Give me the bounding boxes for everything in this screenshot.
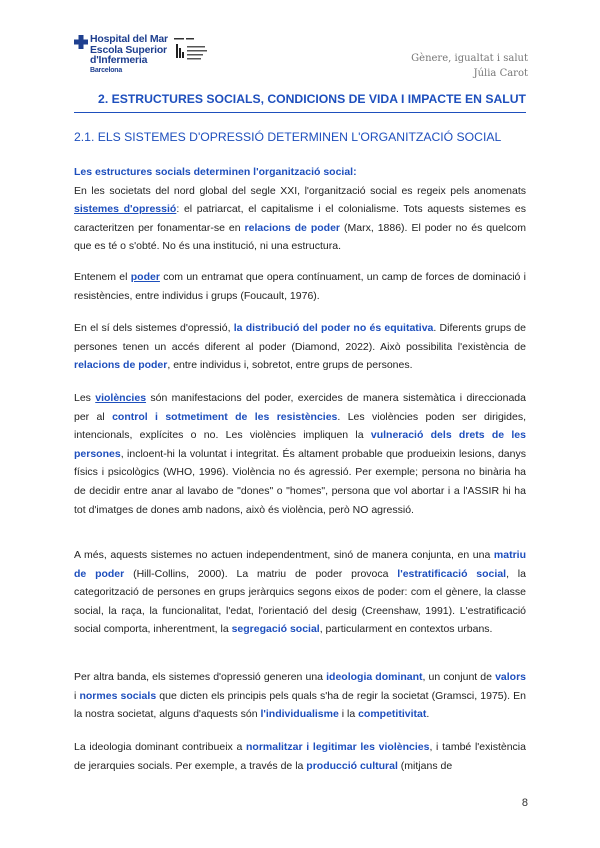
text: . Les violències poden ser dirigides, intencionals, explícites o no. Les violències impliquen la: [74, 410, 526, 442]
text: En el sí dels sistemes d'opressió,: [74, 322, 234, 334]
text: , particularment en contextos urbans.: [319, 623, 493, 636]
text: , un conjunt de: [422, 671, 496, 683]
logo-line-3: d'Infermeria: [90, 54, 148, 66]
paragraph-subtitle: Les estructures socials determinen l'organització social:: [74, 166, 357, 178]
paragraph-2: [74, 268, 526, 305]
logo-line-2: Escola Superior: [90, 43, 167, 56]
logo-line-1: Hospital del Mar: [90, 33, 168, 45]
logo-text: [90, 34, 168, 75]
text: (Hill-Collins, 2000). La matriu de poder provoca: [124, 567, 398, 580]
cross-logo-icon: [74, 35, 88, 49]
keyword: segregació social: [231, 623, 320, 636]
text: (Marx, 1886). El poder no és quelcom que es té o s'obté. No és una institució, ni una estructura.: [74, 221, 526, 253]
text: que dicten els principis pels quals s'ha de regir la societat (Gramsci, 1975). En la nostra societat, alguns d'aquests són: [74, 689, 527, 721]
subsection-heading: 2.1. ELS SISTEMES D'OPRESSIÓ DETERMINEN L'ORGANITZACIÓ SOCIAL: [74, 130, 502, 144]
text: , i també l'existència de jerarquies socials. Per exemple, a través de la: [74, 741, 526, 772]
paragraph-1: [74, 163, 526, 256]
header-course-title: Gènere, igualtat i salut: [411, 53, 528, 64]
keyword: control i sotmetiment de les resistències: [112, 410, 338, 423]
keyword: vulneració dels drets de les persones: [74, 429, 526, 460]
heading-divider: [74, 112, 526, 113]
keyword: matriu de poder: [74, 549, 526, 580]
running-header: [411, 51, 528, 81]
keyword: relacions de poder: [244, 221, 341, 234]
keyword: l'estratificació social: [397, 567, 507, 580]
page-number: 8: [521, 797, 528, 809]
text: Per altra banda, els sistemes d'opressió generen una: [74, 671, 327, 683]
keyword-link[interactable]: poder: [130, 271, 160, 283]
keyword: relacions de poder: [74, 359, 168, 372]
keyword-link[interactable]: violències: [95, 392, 147, 404]
university-logo-icon: [174, 36, 214, 66]
text: i la: [338, 708, 359, 721]
keyword: valors: [495, 671, 527, 683]
text: Entenem el: [74, 271, 131, 283]
keyword: competitivitat: [358, 708, 427, 721]
keyword: l'individualisme: [260, 708, 339, 721]
text: Les: [74, 392, 96, 404]
keyword: ideologia dominant: [326, 671, 423, 683]
paragraph-7: [74, 738, 526, 775]
keyword: producció cultural: [306, 759, 398, 772]
paragraph-6: [74, 668, 526, 724]
text: : el patriarcat, el capitalisme i el colonialisme. Tots aquests sistemes es caracteritzen per fonamentar-se en: [74, 203, 526, 234]
text: En les societats del nord global del segle XXI, l'organització social es regeix pels anomenats: [74, 184, 526, 197]
text: (mitjans de: [397, 759, 453, 772]
text: com un entramat que opera contínuament, un camp de forces de dominació i resistències, entre individus i grups (Foucault, 1976).: [74, 271, 526, 302]
section-heading: 2. ESTRUCTURES SOCIALS, CONDICIONS DE VIDA I IMPACTE EN SALUT: [98, 92, 526, 106]
paragraph-3: [74, 319, 526, 375]
keyword: normalitzar i legitimar les violències: [246, 741, 430, 753]
text: , incloent-hi la voluntat i integritat. És altament probable que produeixin lesions, danys físics i psicològics (WHO, 1996). Violència no és agressió. Per exemple; persona no binària ha de decidir entre anar al lavabo de "dones" o "homes", persona que vol abortar i a l'ASSIR hi ha tot d'imatges de dones amb nadons, això és violència, però NO agressió.: [74, 447, 526, 516]
text: La ideologia dominant contribueix a: [74, 741, 246, 753]
header-author: Júlia Carot: [473, 68, 528, 79]
text: són manifestacions del poder, exercides de manera sistemàtica i direccionada per al: [74, 392, 526, 423]
paragraph-5: [74, 546, 526, 639]
logo-city: Barcelona: [90, 66, 123, 74]
text: , entre individus i, sobretot, entre grups de persones.: [167, 359, 413, 372]
text: i: [74, 689, 80, 702]
keyword: la distribució del poder no és equitativa: [233, 322, 434, 334]
keyword: normes socials: [79, 689, 157, 702]
text: , la categorització de persones en grups jeràrquics segons eixos de poder: com el gènere, la classe social, la raça, la funcionalitat, l'edat, l'orientació del desig (Creenshaw, 1991). L'estratificació social comporta, inherentment, la: [74, 567, 526, 636]
text: . Diferents grups de persones tenen un accés diferent al poder (Diamond, 2022). Això possibilita l'existència de: [74, 322, 526, 353]
keyword-link[interactable]: sistemes d'opressió: [74, 203, 177, 216]
text: .: [426, 708, 430, 721]
text: A més, aquests sistemes no actuen independentment, sinó de manera conjunta, en una: [74, 549, 494, 561]
paragraph-4: [74, 389, 526, 519]
